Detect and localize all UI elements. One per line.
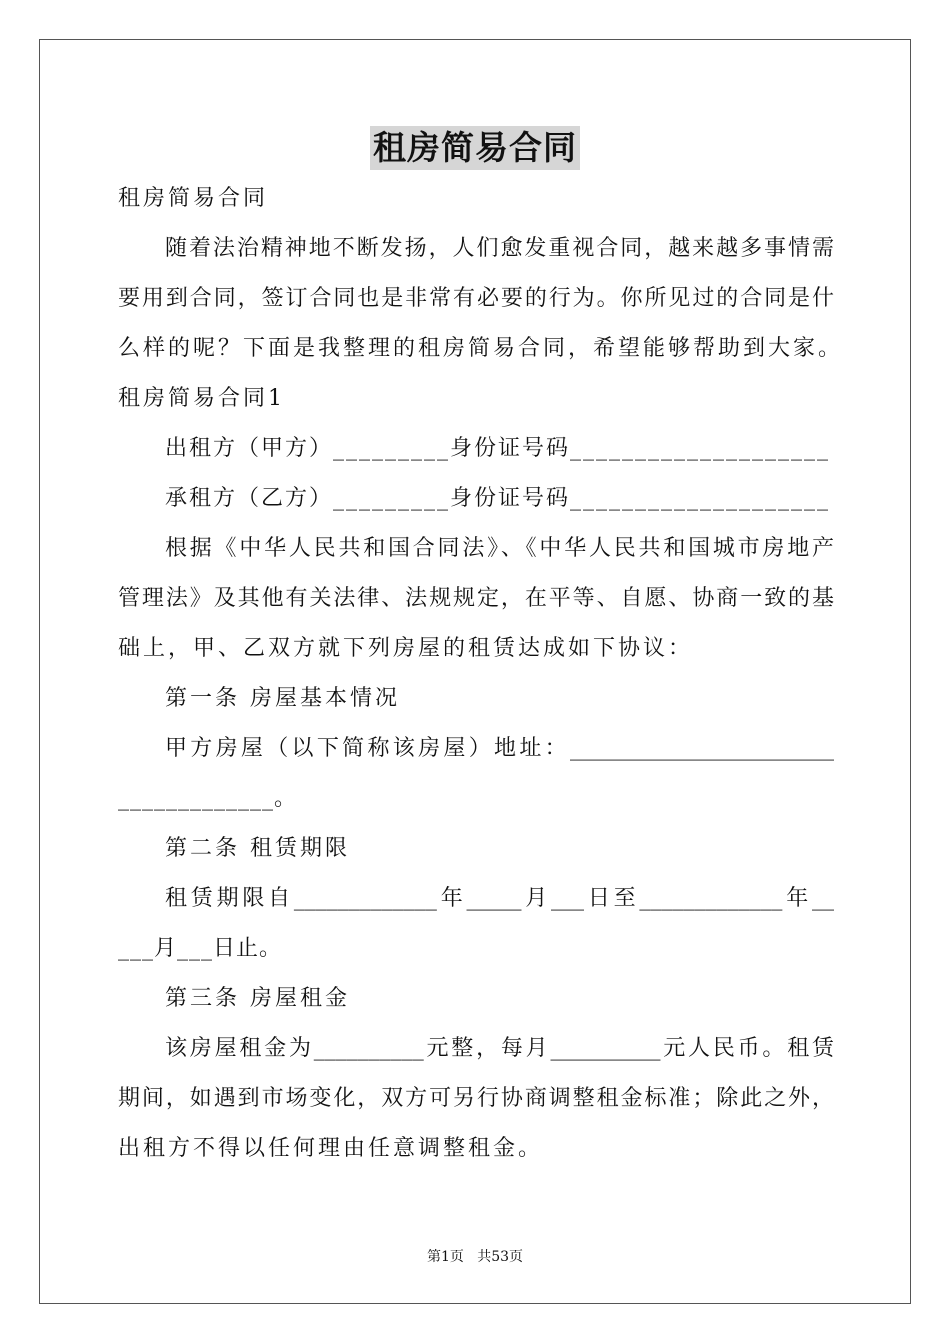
paragraph-line: 随着法治精神地不断发扬，人们愈发重视合同，越来越多事情需 — [165, 236, 834, 261]
article-heading: 第二条 租赁期限 — [165, 836, 350, 861]
article-heading: 第一条 房屋基本情况 — [165, 686, 400, 711]
lessee-line: 承租方（乙方）_________身份证号码____________________ — [165, 486, 831, 511]
paragraph-line: 管理法》及其他有关法律、法规规定，在平等、自愿、协商一致的基 — [118, 586, 834, 611]
paragraph-line: 出租方不得以任何理由任意调整租金。 — [118, 1136, 544, 1161]
term-line-cont: ___月___日止。 — [118, 936, 283, 961]
paragraph-line: 期间，如遇到市场变化，双方可另行协商调整租金标准；除此之外， — [118, 1086, 834, 1111]
term-line: 租赁期限自_____________年_____月___日至_____________年__ — [165, 886, 834, 911]
doc-subtitle: 租房简易合同 — [118, 186, 269, 211]
paragraph-line: 要用到合同，签订合同也是非常有必要的行为。你所见过的合同是什 — [118, 286, 834, 311]
document-title: 租房简易合同 — [370, 126, 580, 170]
address-line-cont: _____________。 — [118, 786, 298, 811]
title-wrap — [0, 126, 950, 170]
page-border — [39, 39, 911, 1304]
paragraph-line: 础上，甲、乙双方就下列房屋的租赁达成如下协议： — [118, 636, 694, 661]
address-line: 甲方房屋（以下简称该房屋）地址：________________________ — [165, 736, 834, 761]
rent-line: 该房屋租金为__________元整，每月__________元人民币。租赁 — [165, 1036, 834, 1061]
article-heading: 第三条 房屋租金 — [165, 986, 350, 1011]
paragraph-line: 么样的呢？下面是我整理的租房简易合同，希望能够帮助到大家。 — [118, 336, 844, 361]
lessor-line: 出租方（甲方）_________身份证号码____________________ — [165, 436, 831, 461]
page-footer: 第1页 共53页 — [426, 1249, 524, 1265]
section-heading: 租房简易合同1 — [118, 386, 285, 411]
paragraph-line: 根据《中华人民共和国合同法》、《中华人民共和国城市房地产 — [165, 536, 834, 561]
